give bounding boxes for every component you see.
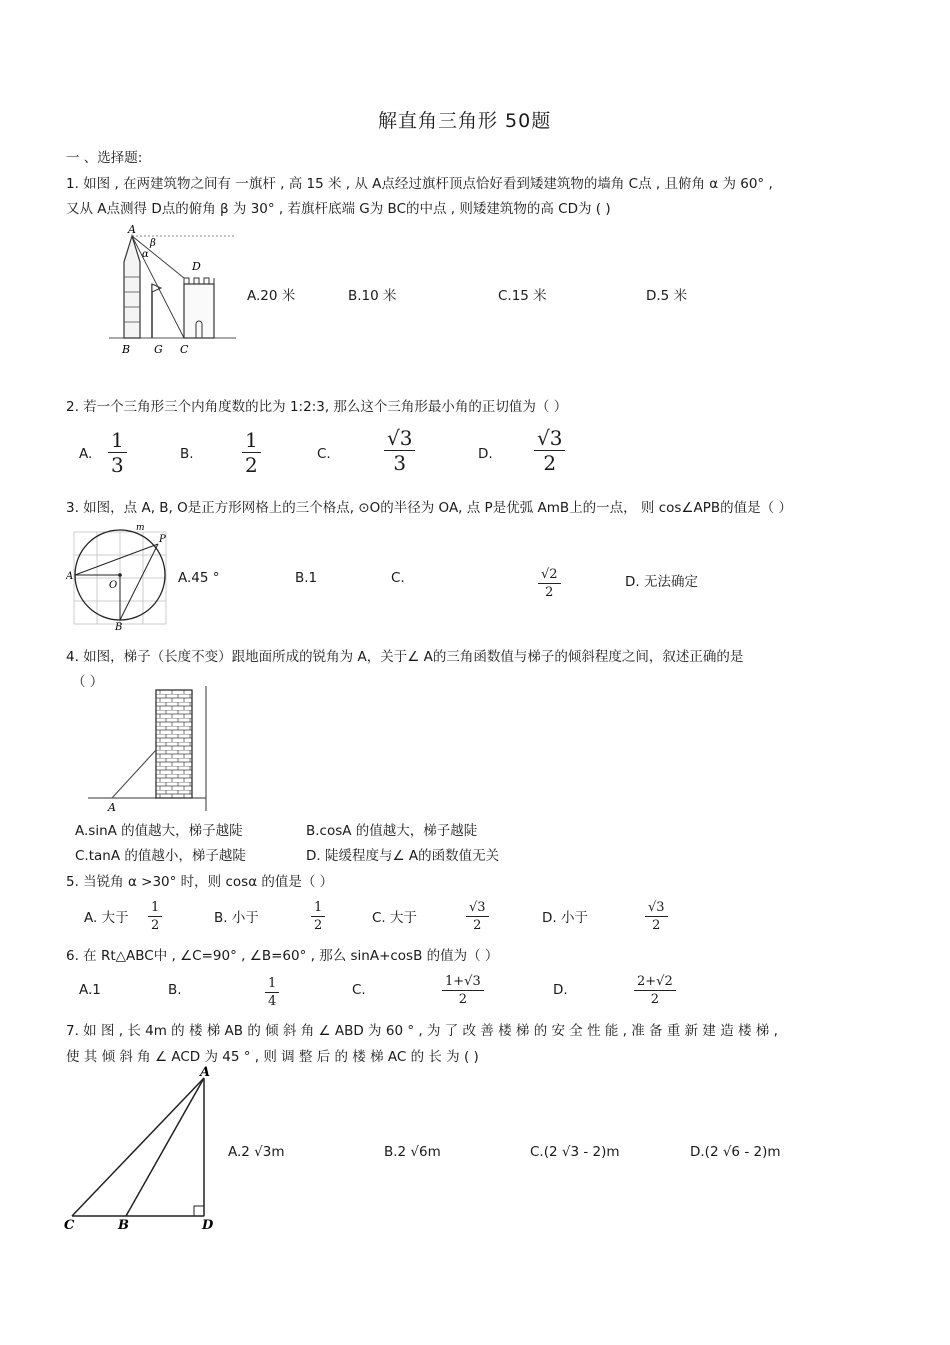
q4-option-d[interactable]: D. 陡缓程度与∠ A的函数值无关 xyxy=(306,848,500,864)
q4-option-c[interactable]: C.tanA 的值越小，梯子越陡 xyxy=(75,848,246,864)
q7-option-c[interactable]: C.(2 √3 - 2)m xyxy=(530,1144,620,1160)
q7-figure xyxy=(60,1066,225,1236)
q6-option-a[interactable]: A.1 xyxy=(79,982,101,998)
q2-option-c-letter[interactable]: C. xyxy=(317,446,331,462)
q2-option-d-value: $\frac{√3}{2}$ xyxy=(534,428,565,473)
q1-option-b[interactable]: B.10 米 xyxy=(348,288,397,304)
q5-stem: 5. 当锐角 α >30° 时，则 cosα 的值是（ ） xyxy=(66,874,334,890)
q3-option-c-value: $\frac{√2}{2}$ xyxy=(538,563,561,599)
q3-option-c[interactable]: C. xyxy=(391,570,405,586)
q4-label-a: A xyxy=(108,801,116,814)
q5-option-a-value: $\frac{1}{2}$ xyxy=(148,896,162,932)
q4-stem: 4. 如图，梯子（长度不变）跟地面所成的锐角为 A，关于∠ A的三角函数值与梯子的倾斜程度之间，叙述正确的是 xyxy=(66,649,744,665)
q7-option-a[interactable]: A.2 √3m xyxy=(228,1144,285,1160)
q4-figure xyxy=(88,686,213,816)
q3-option-b[interactable]: B.1 xyxy=(295,570,318,586)
q1-option-c[interactable]: C.15 米 xyxy=(498,288,547,304)
q3-chord-pa xyxy=(75,544,158,575)
q6-option-d[interactable]: D. xyxy=(553,982,568,998)
q2-option-b-letter[interactable]: B. xyxy=(180,446,194,462)
q3-option-d[interactable]: D. 无法确定 xyxy=(625,574,698,590)
q1-label-beta: β xyxy=(150,238,156,249)
q6-option-b-value: $\frac{1}{4}$ xyxy=(265,972,279,1008)
q7-right-angle-mark xyxy=(194,1206,204,1216)
q2-option-a-letter[interactable]: A. xyxy=(79,446,93,462)
q1-option-d[interactable]: D.5 米 xyxy=(646,288,688,304)
q5-option-c[interactable]: C. 大于 xyxy=(372,910,418,926)
q5-option-d[interactable]: D. 小于 xyxy=(542,910,588,926)
q5-option-b[interactable]: B. 小于 xyxy=(214,910,259,926)
q1-battlement xyxy=(184,278,214,284)
q1-label-alpha: α xyxy=(142,249,149,260)
q1-short-building xyxy=(184,284,214,338)
q1-label-c: C xyxy=(180,343,189,356)
q5-option-d-value: $\frac{√3}{2}$ xyxy=(645,896,668,932)
q3-option-a[interactable]: A.45 ° xyxy=(178,570,220,586)
q5-option-c-value: $\frac{√3}{2}$ xyxy=(466,896,489,932)
q1-figure xyxy=(104,222,244,358)
q3-center-dot xyxy=(118,573,122,577)
q1-label-b: B xyxy=(122,343,131,356)
q1-tower xyxy=(124,236,140,338)
q2-option-a-value: $\frac{1}{3}$ xyxy=(108,430,127,475)
q7-label-d: D xyxy=(202,1218,214,1233)
q3-label-p: P xyxy=(159,534,166,545)
q3-stem: 3. 如图，点 A, B, O是正方形网格上的三个格点, ⊙O的半径为 OA, 点 P是优弧 AmB上的一点， 则 cos∠APB的值是（ ） xyxy=(66,500,792,516)
q3-figure xyxy=(66,522,170,632)
page-title: 解直角三角形 50题 xyxy=(378,110,552,132)
q7-label-b: B xyxy=(118,1218,129,1233)
q7-option-d[interactable]: D.(2 √6 - 2)m xyxy=(690,1144,781,1160)
q4-paren: （ ） xyxy=(72,674,104,690)
q5-option-b-value: $\frac{1}{2}$ xyxy=(311,896,325,932)
q4-ladder xyxy=(112,750,156,798)
q3-label-b: B xyxy=(115,622,123,632)
q6-option-b[interactable]: B. xyxy=(168,982,182,998)
q1-stem-line1: 1. 如图 , 在两建筑物之间有 一旗杆 , 高 15 米 , 从 A点经过旗杆顶点恰好看到矮建筑物的墙角 C点 , 且俯角 α 为 60° , xyxy=(66,176,773,192)
q1-label-a: A xyxy=(128,223,136,236)
section-heading: 一 、选择题: xyxy=(66,150,143,166)
q2-option-d-letter[interactable]: D. xyxy=(478,446,493,462)
q7-stem-line1: 7. 如 图 , 长 4m 的 楼 梯 AB 的 倾 斜 角 ∠ ABD 为 60 ° , 为 了 改 善 楼 梯 的 安 全 性 能 , 准 备 重 新 建 造 楼 梯 , xyxy=(66,1023,778,1039)
q6-option-c[interactable]: C. xyxy=(352,982,366,998)
q5-option-a[interactable]: A. 大于 xyxy=(84,910,129,926)
q2-stem: 2. 若一个三角形三个内角度数的比为 1:2:3, 那么这个三角形最小角的正切值为（ ） xyxy=(66,399,568,415)
q4-brick-wall xyxy=(156,690,192,798)
q3-label-o: O xyxy=(109,580,118,591)
q2-option-c-value: $\frac{√3}{3}$ xyxy=(384,428,415,473)
q6-stem: 6. 在 Rt△ABC中 , ∠C=90° , ∠B=60° , 那么 sinA+cosB 的值为（ ） xyxy=(66,948,499,964)
q4-option-a[interactable]: A.sinA 的值越大，梯子越陡 xyxy=(75,823,243,839)
q2-option-b-value: $\frac{1}{2}$ xyxy=(242,430,261,475)
q6-option-c-value: $\frac{1+√3}{2}$ xyxy=(442,970,484,1006)
q4-option-b[interactable]: B.cosA 的值越大，梯子越陡 xyxy=(306,823,478,839)
q7-label-c: C xyxy=(64,1218,75,1233)
q3-label-a: A xyxy=(66,571,74,582)
q7-stem-line2: 使 其 倾 斜 角 ∠ ACD 为 45 ° , 则 调 整 后 的 楼 梯 AC 的 长 为 ( ) xyxy=(66,1049,479,1065)
q1-option-a[interactable]: A.20 米 xyxy=(247,288,296,304)
q7-label-a: A xyxy=(200,1066,211,1080)
q1-label-d: D xyxy=(192,260,201,273)
q3-label-m: m xyxy=(136,523,145,533)
q7-option-b[interactable]: B.2 √6m xyxy=(384,1144,441,1160)
q6-option-d-value: $\frac{2+√2}{2}$ xyxy=(634,970,676,1006)
q1-label-g: G xyxy=(154,343,163,356)
q1-stem-line2: 又从 A点测得 D点的俯角 β 为 30° , 若旗杆底端 G为 BC的中点 , 则矮建筑物的高 CD为 ( ) xyxy=(66,201,611,217)
